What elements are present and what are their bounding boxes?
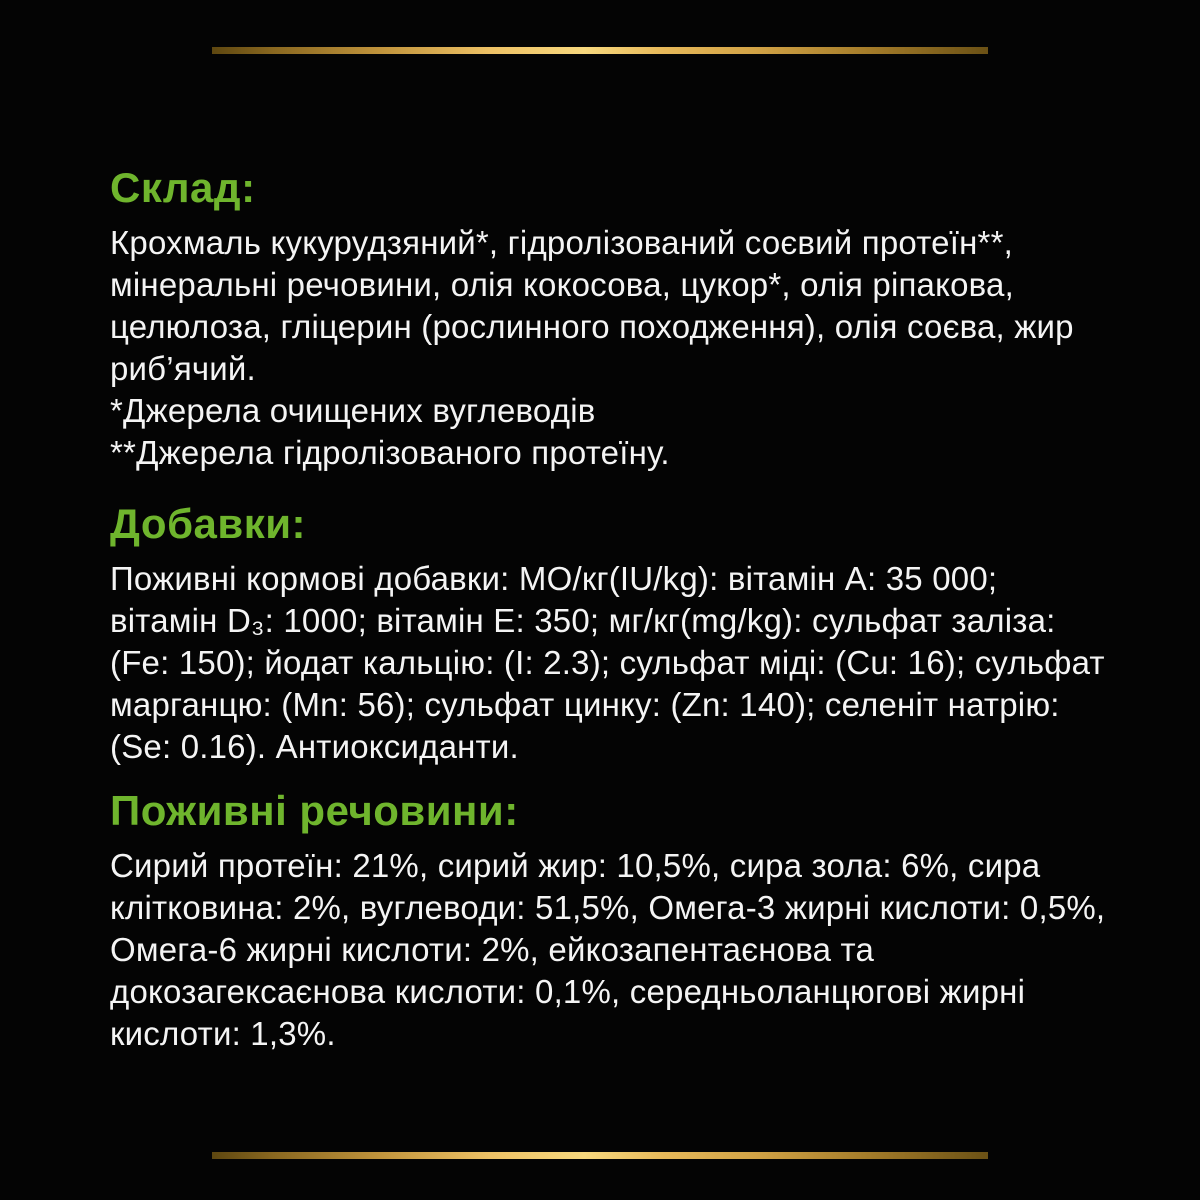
section-heading-nutrients: Поживні речовини: — [110, 787, 519, 834]
section-heading-additives: Добавки: — [110, 500, 307, 547]
text-line: Крохмаль кукурудзяний*, гідролізований соєвий протеїн**, — [110, 224, 1013, 261]
text-line: марганцю: (Mn: 56); сульфат цинку: (Zn: 140); селеніт натрію: — [110, 686, 1060, 723]
top-divider-bar — [212, 47, 988, 54]
text-line: вітамін D₃: 1000; вітамін E: 350; мг/кг(mg/kg): сульфат заліза: — [110, 602, 1056, 639]
composition-text — [110, 222, 1100, 474]
text-line: клітковина: 2%, вуглеводи: 51,5%, Омега-3 жирні кислоти: 0,5%, — [110, 889, 1106, 926]
bottom-divider-bar — [212, 1152, 988, 1159]
section-nutrients — [110, 787, 1106, 1055]
text-line: Поживні кормові добавки: МО/кг(IU/kg): вітамін A: 35 000; — [110, 560, 998, 597]
text-line: кислоти: 1,3%. — [110, 1015, 336, 1052]
section-heading-composition: Склад: — [110, 164, 256, 211]
additives-text — [110, 558, 1105, 768]
section-composition — [110, 164, 1100, 474]
text-line: докозагексаєнова кислоти: 0,1%, середньоланцюгові жирні — [110, 973, 1026, 1010]
text-line: Омега-6 жирні кислоти: 2%, ейкозапентаєнова та — [110, 931, 875, 968]
text-line: мінеральні речовини, олія кокосова, цукор*, олія ріпакова, — [110, 266, 1014, 303]
text-line: (Fe: 150); йодат кальцію: (I: 2.3); сульфат міді: (Cu: 16); сульфат — [110, 644, 1105, 681]
text-line: (Se: 0.16). Антиоксиданти. — [110, 728, 519, 765]
text-line: Сирий протеїн: 21%, сирий жир: 10,5%, сира зола: 6%, сира — [110, 847, 1041, 884]
text-line: риб’ячий. — [110, 350, 256, 387]
section-additives — [110, 500, 1105, 768]
nutrients-text — [110, 845, 1106, 1055]
text-line: **Джерела гідролізованого протеїну. — [110, 434, 670, 471]
text-line: *Джерела очищених вуглеводів — [110, 392, 596, 429]
text-line: целюлоза, гліцерин (рослинного походження), олія соєва, жир — [110, 308, 1074, 345]
